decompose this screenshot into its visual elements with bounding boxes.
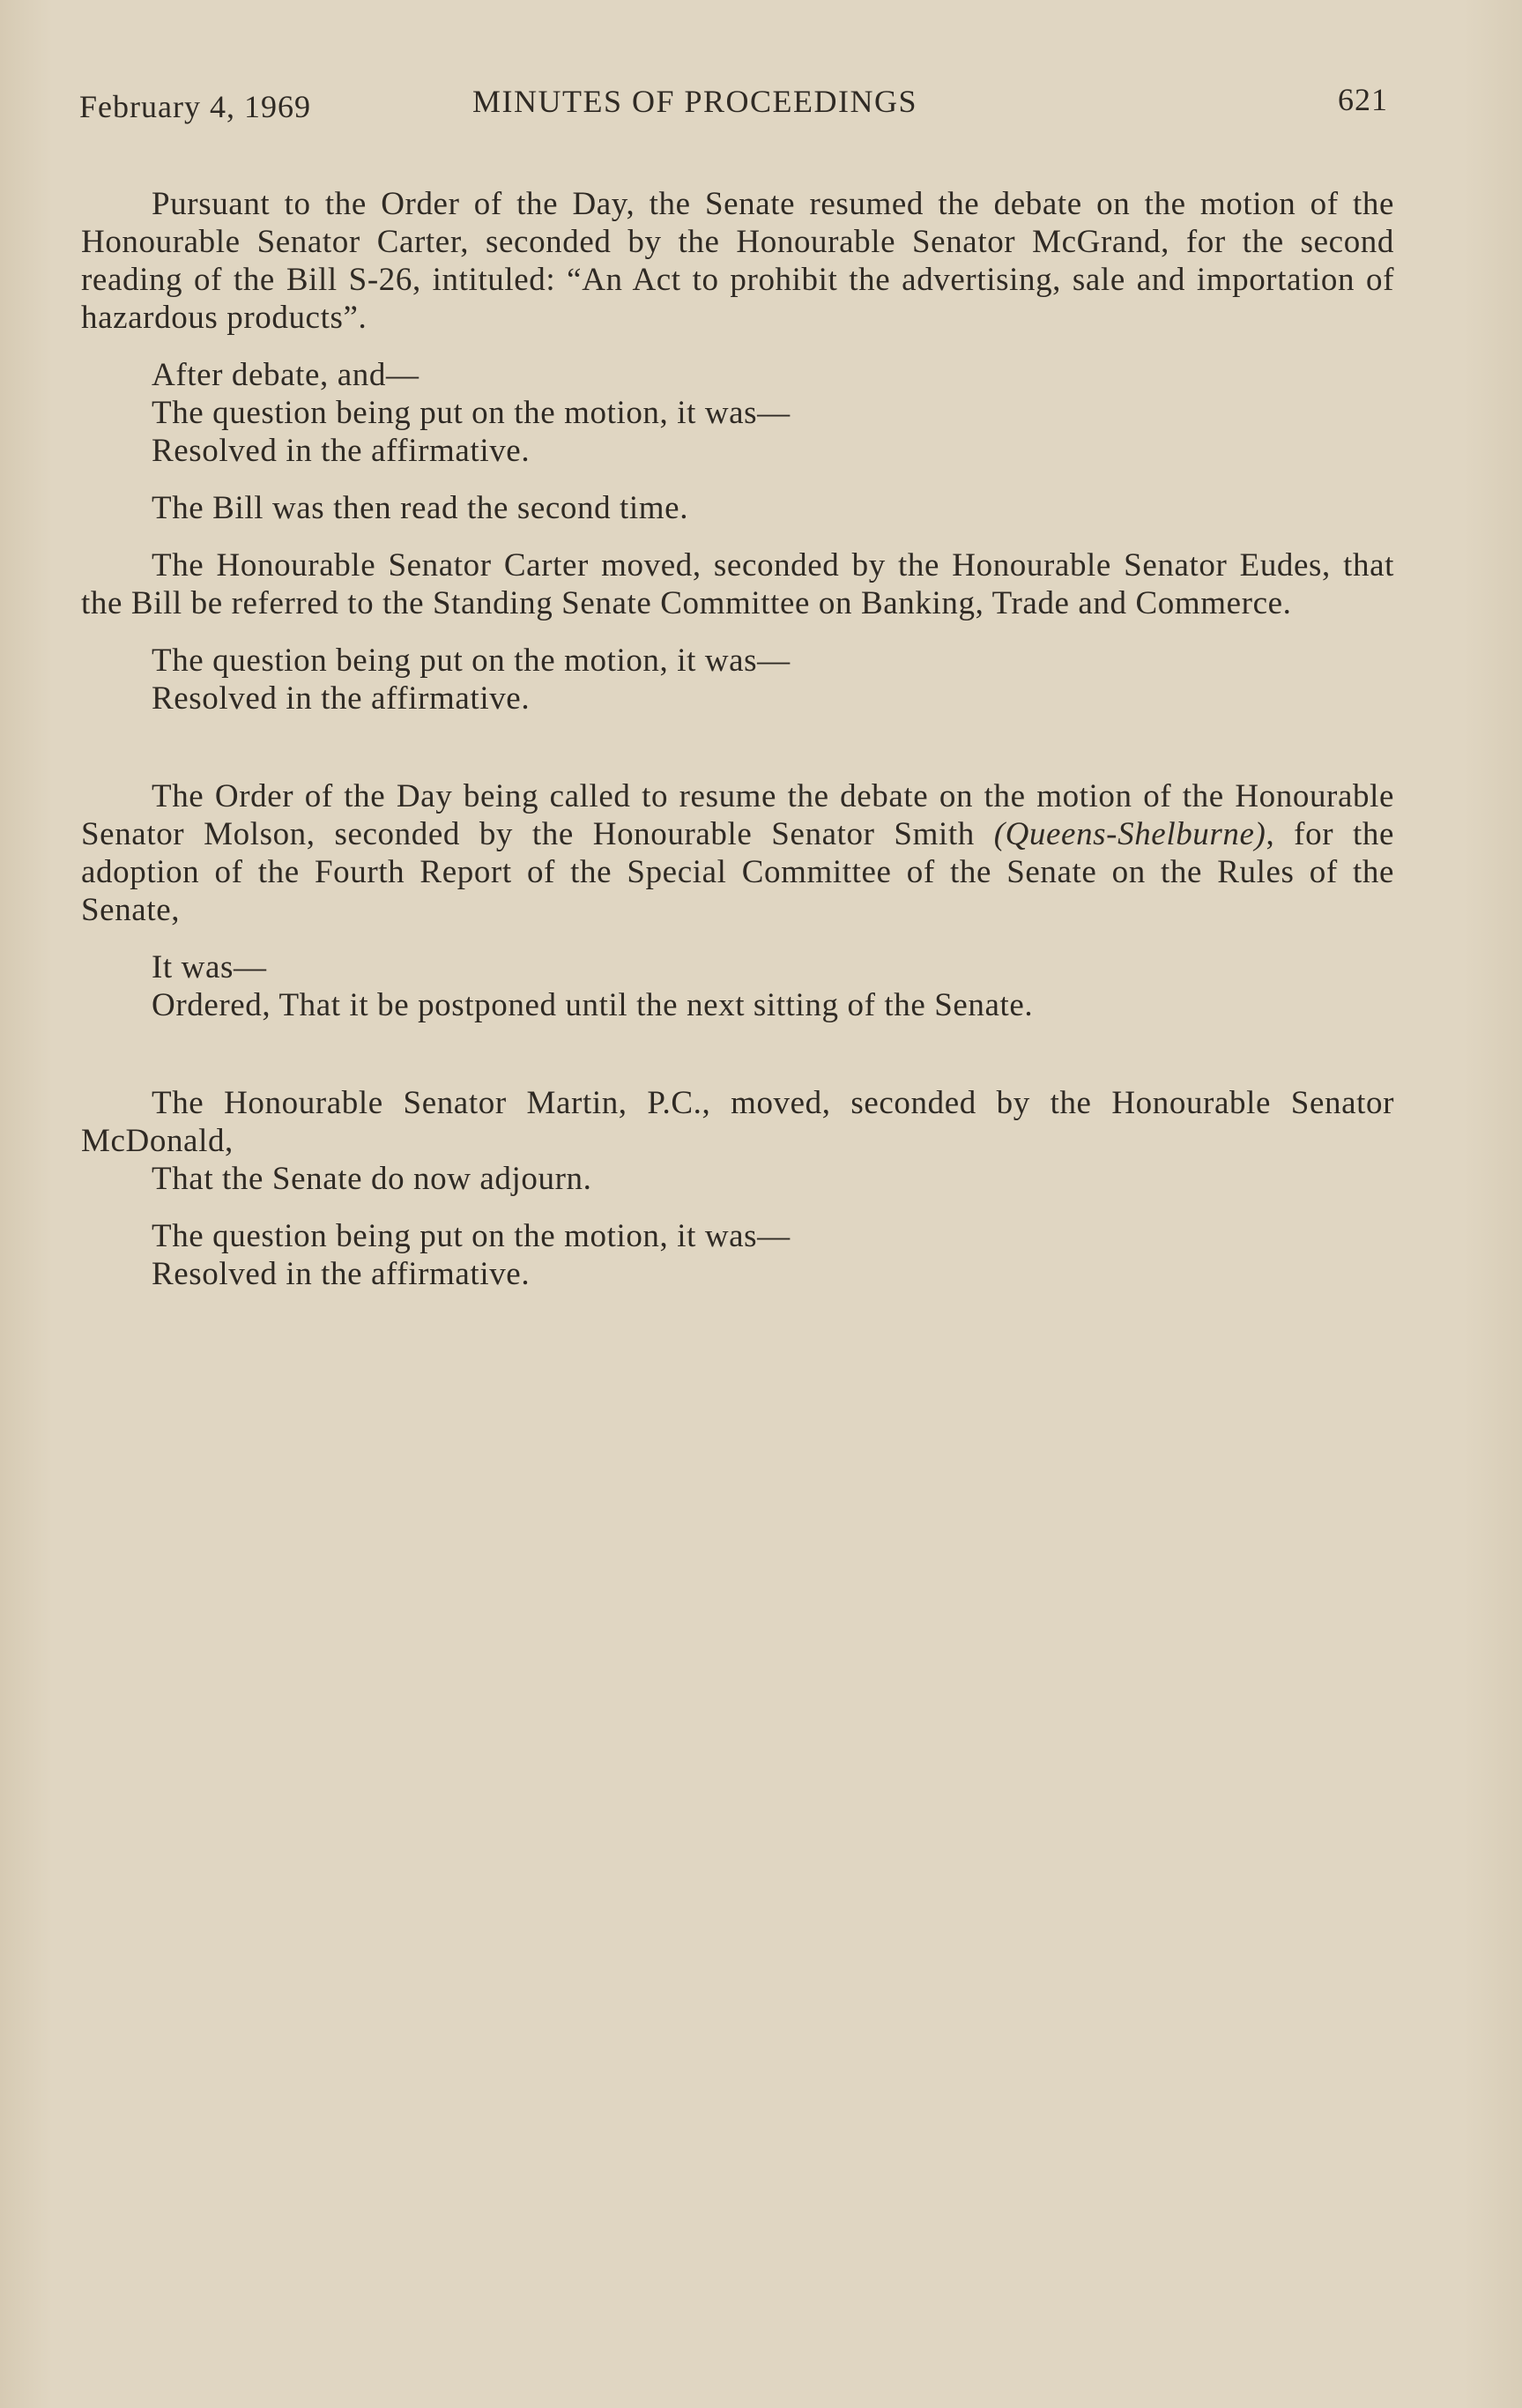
text-line: Ordered, That it be postponed until the next sitting of the Senate.	[152, 987, 1034, 1023]
header-date: February 4, 1969	[79, 89, 311, 124]
document-body	[81, 185, 1394, 1293]
paragraph-rules-report	[81, 777, 1394, 929]
text-line: After debate, and—	[152, 357, 419, 393]
text-line: The question being put on the motion, it was—	[152, 1218, 791, 1254]
paragraph-text: The Order of the Day being called to resume the debate on the motion of the Honourable Senator Molson, seconded by the Honourable Senator Smith	[81, 778, 1394, 852]
text-line: Resolved in the affirmative.	[152, 680, 531, 717]
text-line: Resolved in the affirmative.	[152, 1256, 531, 1292]
paragraph-text: , for the adoption of the Fourth Report of the Special Committee of the Senate on the Rules of the Senate,	[81, 816, 1394, 928]
text-line: Resolved in the affirmative.	[152, 433, 531, 469]
text-line: That the Senate do now adjourn.	[152, 1161, 592, 1197]
paragraph-second-reading: Pursuant to the Order of the Day, the Senate resumed the debate on the motion of the Honourable Senator Carter, seconded by the Honourable Senator McGrand, for the second reading of the Bill S-26, intituled: “An Act to prohibit the advertising, sale and importation of hazardous products”.	[81, 186, 1394, 336]
text-line: The Bill was then read the second time.	[152, 490, 689, 526]
paragraph-referral: The Honourable Senator Carter moved, seconded by the Honourable Senator Eudes, that the Bill be referred to the Standing Senate Committee on Banking, Trade and Commerce.	[81, 547, 1394, 621]
text-line: It was—	[152, 949, 267, 985]
paragraph-adjourn-motion: The Honourable Senator Martin, P.C., moved, seconded by the Honourable Senator McDonald,	[81, 1085, 1394, 1159]
page-header	[79, 81, 1388, 125]
text-line: The question being put on the motion, it was—	[152, 643, 791, 679]
header-title: MINUTES OF PROCEEDINGS	[472, 84, 918, 119]
paragraph-italic-riding: (Queens-Shelburne)	[993, 816, 1266, 852]
text-line: The question being put on the motion, it was—	[152, 395, 791, 431]
page-number: 621	[1338, 82, 1388, 117]
